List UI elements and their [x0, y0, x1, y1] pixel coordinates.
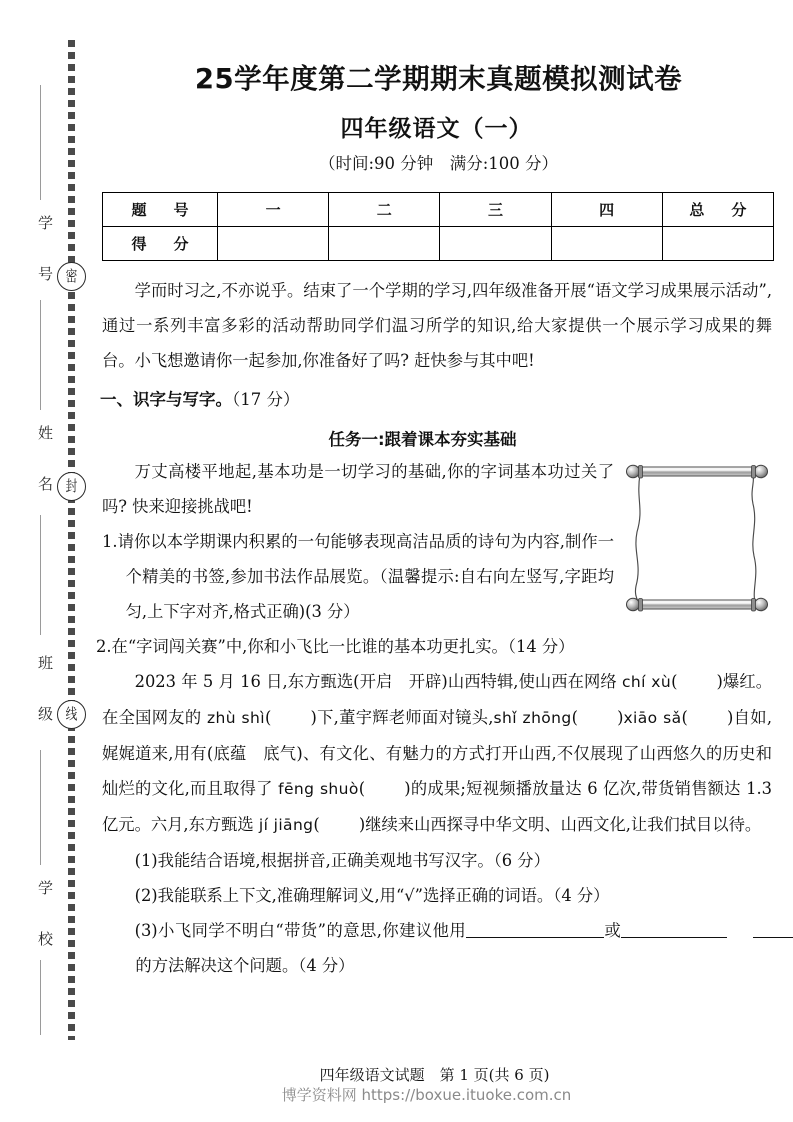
question-2: 2.在“字词闯关赛”中,你和小飞比一比谁的基本功更扎实。（14 分）: [96, 637, 575, 656]
sub-question-2: (2)我能联系上下文,准确理解词义,用“√”选择正确的词语。（4 分）: [134, 886, 610, 905]
cloze-blank-4[interactable]: (: [681, 708, 728, 727]
task-one-text-column: [102, 454, 614, 629]
field-label-student-name: 姓 名: [36, 425, 54, 500]
seal-dashed-rail: [68, 40, 75, 1040]
score-table-header-1: 一: [218, 193, 329, 227]
seal-mark-feng: [57, 472, 86, 501]
passage-seg-1: 2023 年 5 月 16 日,东方甄选(开启 开辟)山西特辑,使山西在网络: [134, 672, 622, 691]
table-row: [103, 193, 774, 227]
section-one-title: 一、识字与写字。: [100, 390, 232, 409]
seal-rule-1: [40, 85, 41, 200]
passage-seg-4: ): [617, 708, 624, 727]
passage-seg-6: )的成果;短视频播放量达 6 亿次,带货销售额达 1.3 亿元。六月,东方甄选: [102, 779, 773, 834]
task-one-lead-in: 万丈高楼平地起,基本功是一切学习的基础,你的字词基本功过关了吗? 快来迎接挑战吧!: [102, 462, 614, 516]
sub-question-3-middle: 或: [604, 921, 622, 940]
seal-mark-feng-char: 封: [65, 477, 78, 495]
intro-paragraph: 学而时习之,不亦说乎。结束了一个学期的学习,四年级准备开展“语文学习成果展示活动”,通过一系列丰富多彩的活动帮助同学们温习所学的知识,给大家提供一个展示学习成果的舞台。小飞想邀请你一起参加,你准备好了吗? 赶快参与其中吧!: [102, 281, 772, 370]
sub-question-3-before: (3)小飞同学不明白“带货”的意思,你建议他用: [134, 921, 467, 940]
seal-binding-strip: [0, 0, 96, 1122]
score-table-header-total: 总 分: [662, 193, 773, 227]
cloze-blank-5[interactable]: (: [358, 779, 405, 798]
passage-seg-2: )爆红。在全国网友的: [102, 672, 772, 727]
score-table: [102, 192, 774, 261]
seal-mark-xian: [57, 700, 86, 729]
pinyin-zhu-shi: zhù shì: [206, 709, 265, 727]
answer-blank-b[interactable]: [621, 920, 727, 938]
scroll-illustration: [622, 460, 772, 616]
sub-question-1: (1)我能结合语境,根据拼音,正确美观地书写汉字。（6 分）: [134, 851, 550, 870]
page-title: 25学年度第二学期期末真题模拟测试卷: [194, 63, 683, 95]
field-label-student-number: 学 号: [36, 215, 54, 290]
seal-mark-mi-char: 密: [65, 267, 78, 285]
score-table-row-label: 得 分: [103, 227, 218, 261]
table-row: [103, 227, 774, 261]
cloze-blank-3[interactable]: (: [571, 708, 618, 727]
pinyin-shi-zhong: shǐ zhōng: [493, 709, 572, 727]
seal-rule-2: [40, 300, 41, 410]
field-label-school: 学 校: [36, 880, 54, 955]
sub-question-3: [102, 913, 793, 983]
score-table-row-label: 题 号: [103, 193, 218, 227]
score-cell-2[interactable]: [329, 227, 440, 261]
seal-rule-4: [40, 750, 41, 865]
pinyin-feng-shuo: fēng shuò: [278, 780, 359, 798]
task-one-block: [102, 454, 772, 629]
score-table-header-3: 三: [440, 193, 551, 227]
field-label-class: 班 级: [36, 655, 54, 730]
cloze-passage: [102, 664, 772, 843]
score-cell-4[interactable]: [551, 227, 662, 261]
cloze-blank-2[interactable]: (: [264, 708, 311, 727]
cloze-blank-1[interactable]: (: [671, 672, 717, 691]
section-one-heading: [100, 384, 793, 416]
answer-blank-a[interactable]: [466, 920, 604, 938]
passage-seg-3: )下,董宇辉老师面对镜头,: [310, 708, 494, 727]
seal-mark-xian-char: 线: [65, 705, 78, 723]
passage-seg-5: )自如,娓娓道来,用有(底蕴 底气)、有文化、有魅力的方式打开山西,不仅展现了山西悠久的历史和灿烂的文化,而且取得了: [102, 708, 773, 798]
exam-paper-body: [96, 0, 793, 1122]
sub-question-3-after: 的方法解决这个问题。（4 分）: [135, 956, 355, 975]
watermark: 博学资料网 https://boxue.ituoke.com.cn: [281, 1086, 572, 1104]
exam-meta: （时间:90 分钟 满分:100 分）: [318, 154, 559, 173]
task-one-heading: 任务一:跟着课本夯实基础: [328, 430, 517, 449]
score-table-header-2: 二: [329, 193, 440, 227]
seal-mark-mi: [57, 262, 86, 291]
pinyin-ji-jiang: jí jiāng: [258, 816, 314, 834]
score-table-wrapper: [102, 192, 774, 261]
passage-seg-7: )继续来山西探寻中华文明、山西文化,让我们拭目以待。: [358, 815, 762, 834]
seal-rule-5: [40, 960, 41, 1035]
score-table-header-4: 四: [551, 193, 662, 227]
question-1: 1.请你以本学期课内积累的一句能够表现高洁品质的诗句为内容,制作一个精美的书签,参加书法作品展览。（温馨提示:自右向左竖写,字距均匀,上下字对齐,格式正确)(3 分）: [102, 532, 614, 621]
pinyin-chi-xu: chí xù: [622, 673, 672, 691]
cloze-blank-6[interactable]: (: [313, 815, 359, 834]
score-cell-3[interactable]: [440, 227, 551, 261]
subject-title: 四年级语文（一）: [340, 115, 533, 142]
score-cell-1[interactable]: [218, 227, 329, 261]
score-cell-total[interactable]: [662, 227, 773, 261]
answer-blank-c[interactable]: [753, 920, 793, 938]
section-one-score: （17 分）: [232, 390, 300, 409]
pinyin-xiao-sa: xiāo sǎ: [623, 709, 682, 727]
page-footer: 四年级语文试题 第 1 页(共 6 页): [319, 1066, 550, 1084]
seal-rule-3: [40, 515, 41, 635]
